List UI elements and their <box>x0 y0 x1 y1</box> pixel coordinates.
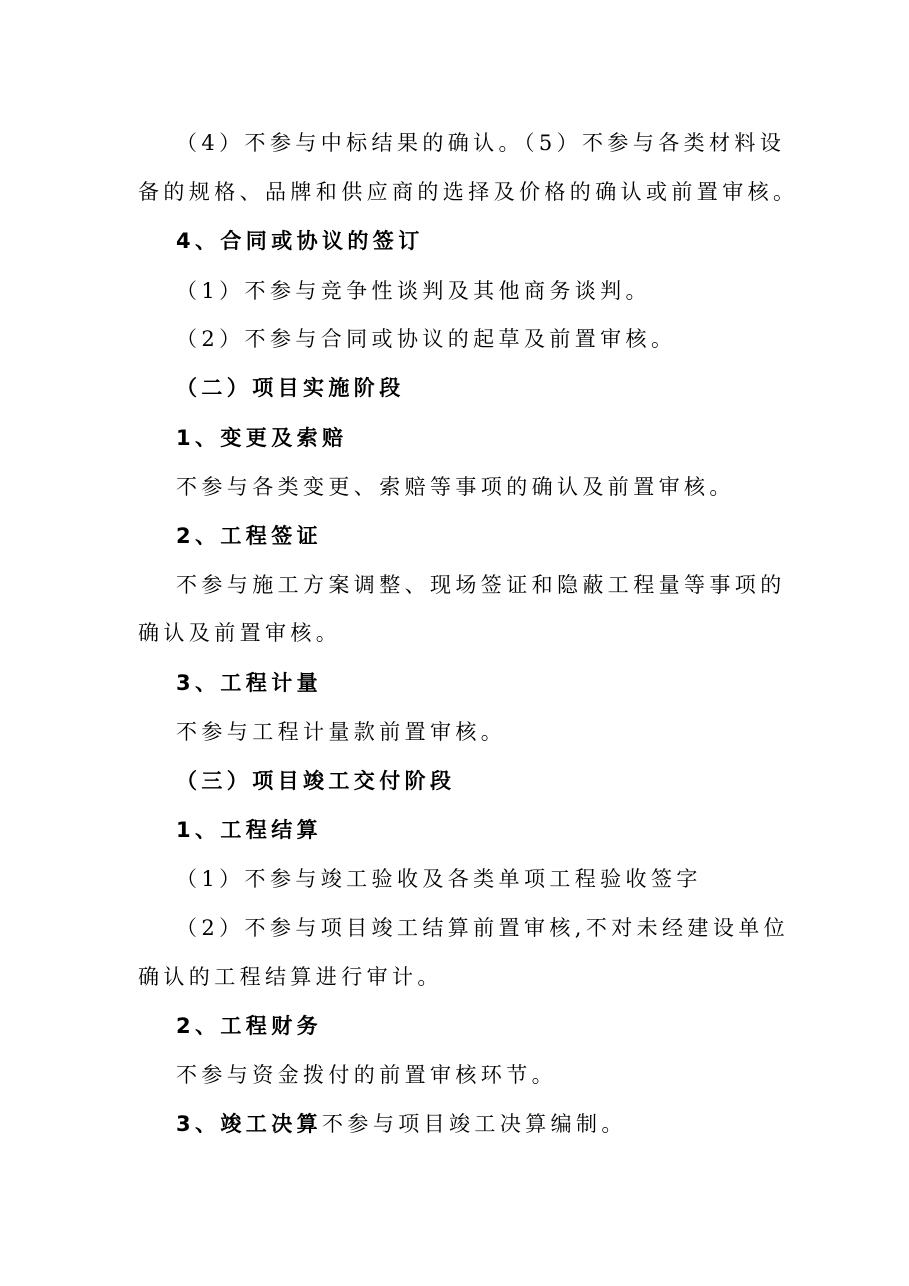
paragraph-final-accounts <box>176 1109 627 1139</box>
heading-change-claims: 1、变更及索赔 <box>176 426 348 450</box>
heading-engineering-settlement: 1、工程结算 <box>176 818 323 842</box>
paragraph-bid-result-continued: 备的规格、品牌和供应商的选择及价格的确认或前置审核。 <box>138 180 799 204</box>
heading-engineering-measurement: 3、工程计量 <box>176 671 323 695</box>
paragraph-engineering-measurement: 不参与工程计量款前置审核。 <box>176 720 507 744</box>
paragraph-bid-result: （4）不参与中标结果的确认。（5）不参与各类材料设 <box>176 131 786 155</box>
paragraph-engineering-visa-continued: 确认及前置审核。 <box>138 621 342 645</box>
heading-completion-stage: （三）项目竣工交付阶段 <box>176 769 456 793</box>
paragraph-engineering-visa: 不参与施工方案调整、现场签证和隐蔽工程量等事项的 <box>176 573 786 597</box>
heading-engineering-visa: 2、工程签证 <box>176 524 323 548</box>
paragraph-settlement-2: （2）不参与项目竣工结算前置审核,不对未经建设单位 <box>176 916 790 940</box>
final-accounts-text: 不参与项目竣工决算编制。 <box>322 1112 627 1136</box>
paragraph-change-claims: 不参与各类变更、索赔等事项的确认及前置审核。 <box>176 475 735 499</box>
paragraph-settlement-2-continued: 确认的工程结算进行审计。 <box>138 965 443 989</box>
heading-contract-signing: 4、合同或协议的签订 <box>176 229 424 253</box>
paragraph-engineering-finance: 不参与资金拨付的前置审核环节。 <box>176 1063 557 1087</box>
paragraph-contract-1: （1）不参与竞争性谈判及其他商务谈判。 <box>176 279 651 303</box>
heading-engineering-finance: 2、工程财务 <box>176 1014 323 1038</box>
paragraph-contract-2: （2）不参与合同或协议的起草及前置审核。 <box>176 327 677 351</box>
heading-final-accounts: 3、竣工决算 <box>176 1112 323 1136</box>
heading-implementation-stage: （二）项目实施阶段 <box>176 376 405 400</box>
paragraph-settlement-1: （1）不参与竣工验收及各类单项工程验收签字 <box>176 867 702 891</box>
